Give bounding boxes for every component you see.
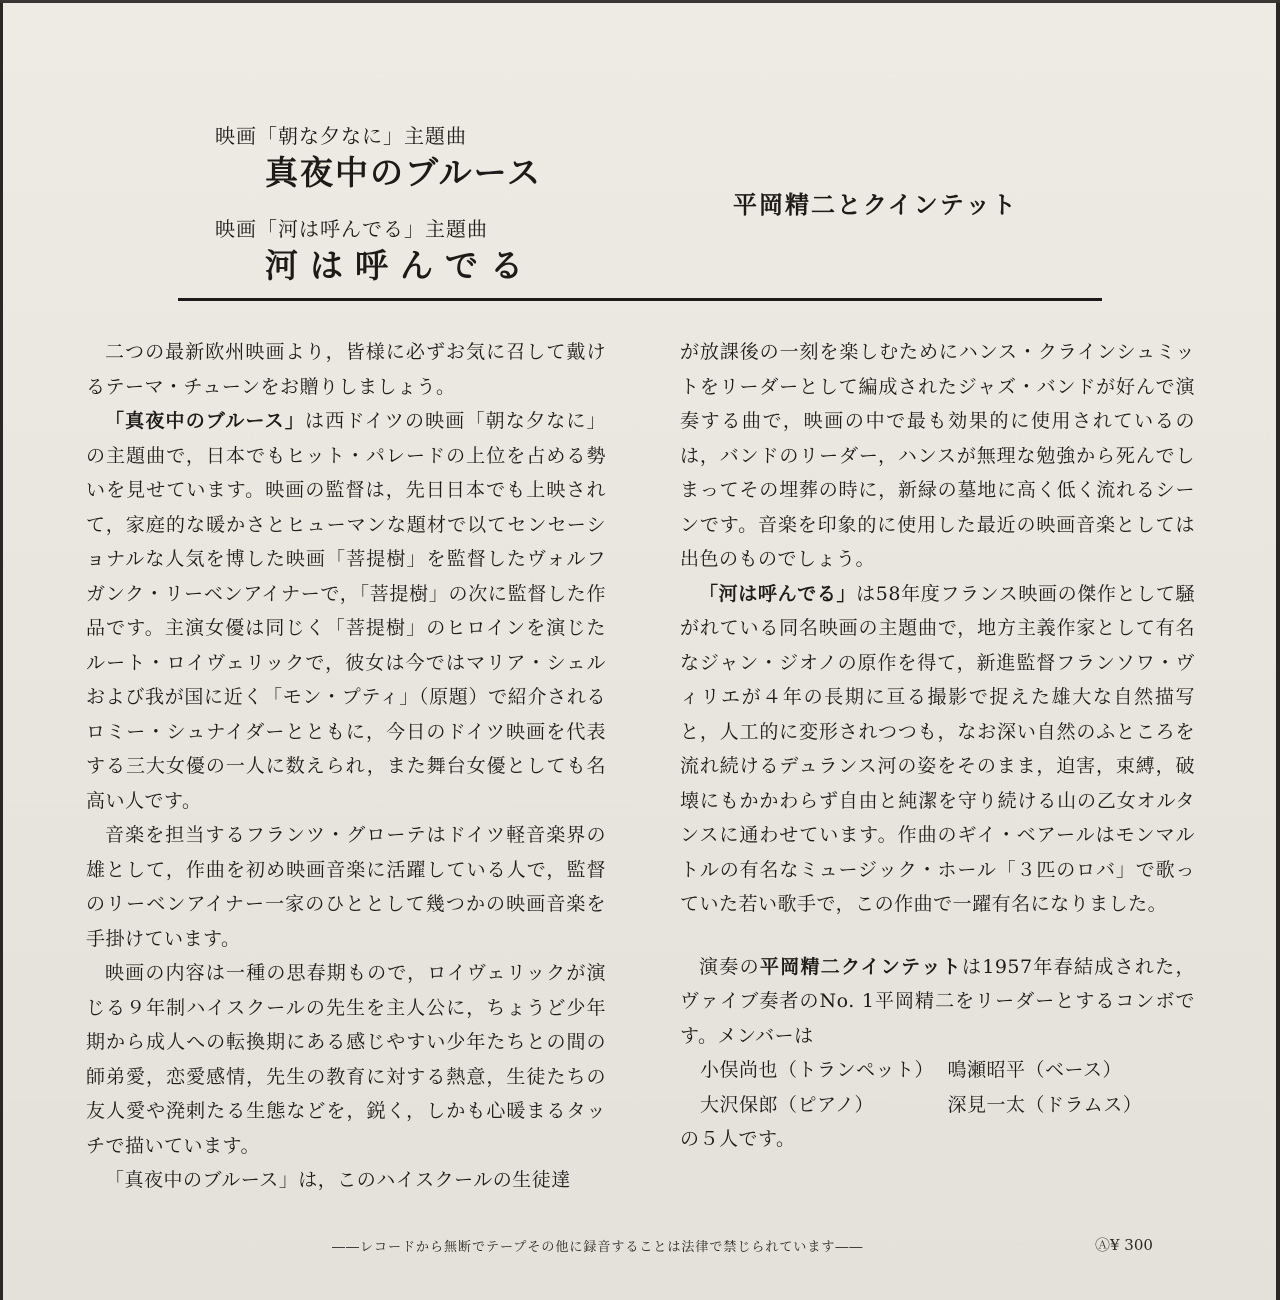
highlight-title: 「河は呼んでる」	[699, 582, 857, 605]
film-subtitle-1: 映画「朝な夕なに」主題曲	[215, 124, 467, 148]
paragraph: 映画の内容は一種の思春期もので，ロイヴェリックが演じる９年制ハイスクールの先生を主人公に，ちょうど少年期から成人への転換期にある感じやすい少年たちとの間の師弟愛，恋愛感情，先生の教育に対する熱意，生徒たちの友人愛や溌剌たる生態などを，鋭く，しかも心暖まるタッチで描いています。	[86, 962, 606, 1157]
paragraph: 「河は呼んでる」は58年度フランス映画の傑作として騒がれている同名映画の主題曲で，地方主義作家として有名なジャン・ジオノの原作を得て，新進監督フランソワ・ヴィリエが４年の長期に亘る撮影で捉えた雄大な自然描写と，人工的に変形されつつも，なお深い自然のふところを流れ続けるデュランス河の姿をそのまま，迫害，束縛，破壊にもかかわらず自由と純潔を守り続ける山の乙女オルタンスに通わせています。作曲のギイ・ベアールはモンマルトルの有名なミュージック・ホール「３匹のロバ」で歌っていた若い歌手で，この作曲で一躍有名になりました。	[680, 582, 1195, 915]
member: 大沢保郎（ピアノ）	[700, 1093, 874, 1116]
member-row	[700, 1088, 1195, 1123]
song-title-1: 真夜中のブルース	[265, 153, 543, 192]
paragraph: 「真夜中のブルース」は，このハイスクールの生徒達	[105, 1169, 571, 1191]
scan-edge-right	[1276, 0, 1280, 1300]
header-divider	[178, 298, 1102, 301]
paragraph: 二つの最新欧州映画より，皆様に必ずお気に召して戴けるテーマ・チューンをお贈りしましょう。	[86, 341, 606, 398]
copyright-notice: ――レコードから無断でテープその他に録音することは法律で禁じられています――	[332, 1240, 864, 1255]
paragraph: 「真夜中のブルース」は西ドイツの映画「朝な夕なに」の主題曲で，日本でもヒット・パレードの上位を占める勢いを見せています。映画の監督は，先日日本でも上映されて，家庭的な暖かさとヒューマンな題材で以てセンセーショナルな人気を博した映画「菩提樹」を監督したヴォルフガンク・リーベンアイナーで，「菩提樹」の次に監督した作品です。主演女優は同じく「菩提樹」のヒロインを演じたルート・ロイヴェリックで，彼女は今ではマリア・シェルおよび我が国に近く「モン・プティ」（原題）で紹介されるロミー・シュナイダーとともに，今日のドイツ映画を代表する三大女優の一人に数えられ，また舞台女優としても名高い人です。	[86, 410, 606, 812]
member: 鳴瀬昭平（ベース）	[947, 1059, 1123, 1081]
highlight-title: 「真夜中のブルース」	[105, 410, 306, 432]
member-row	[700, 1053, 1195, 1088]
artist-name: 平岡精二とクインテット	[733, 191, 1018, 219]
member-list	[700, 1053, 1195, 1122]
paragraph: 音楽を担当するフランツ・グローテはドイツ軽音楽界の雄として，作曲を初め映画音楽に活躍している人で，監督のリーベンアイナー一家のひととして幾つかの映画音楽を手掛けています。	[86, 824, 606, 950]
spacer	[680, 922, 1195, 950]
paragraph: の５人です。	[680, 1128, 796, 1150]
member: 小俣尚也（トランペット）	[700, 1059, 935, 1081]
paragraph: 演奏の平岡精二クインテットは1957年春結成された，ヴァイブ奏者のNo. 1平岡精二をリーダーとするコンボです。メンバーは	[680, 955, 1195, 1047]
scan-edge-top	[0, 0, 1280, 3]
liner-notes-left-column	[86, 335, 606, 1198]
liner-notes-right-column	[680, 335, 1195, 1157]
highlight-band: 平岡精二クインテット	[759, 955, 962, 978]
song-title-2: 河は呼んでる	[265, 246, 535, 285]
paragraph: が放課後の一刻を楽しむためにハンス・クラインシュミットをリーダーとして編成されたジャズ・バンドが好んで演奏する曲で，映画の中で最も効果的に使用されているのは，バンドのリーダー，ハンスが無理な勉強から死んでしまってその埋葬の時に，新緑の墓地に高く低く流れるシーンです。音楽を印象的に使用した最近の映画音楽としては出色のものでしょう。	[680, 341, 1195, 570]
scan-edge-left	[0, 0, 3, 1300]
film-subtitle-2: 映画「河は呼んでる」主題曲	[215, 217, 488, 241]
price-label: Ⓐ¥ 300	[1095, 1236, 1153, 1254]
member: 深見一太（ドラムス）	[947, 1093, 1143, 1116]
